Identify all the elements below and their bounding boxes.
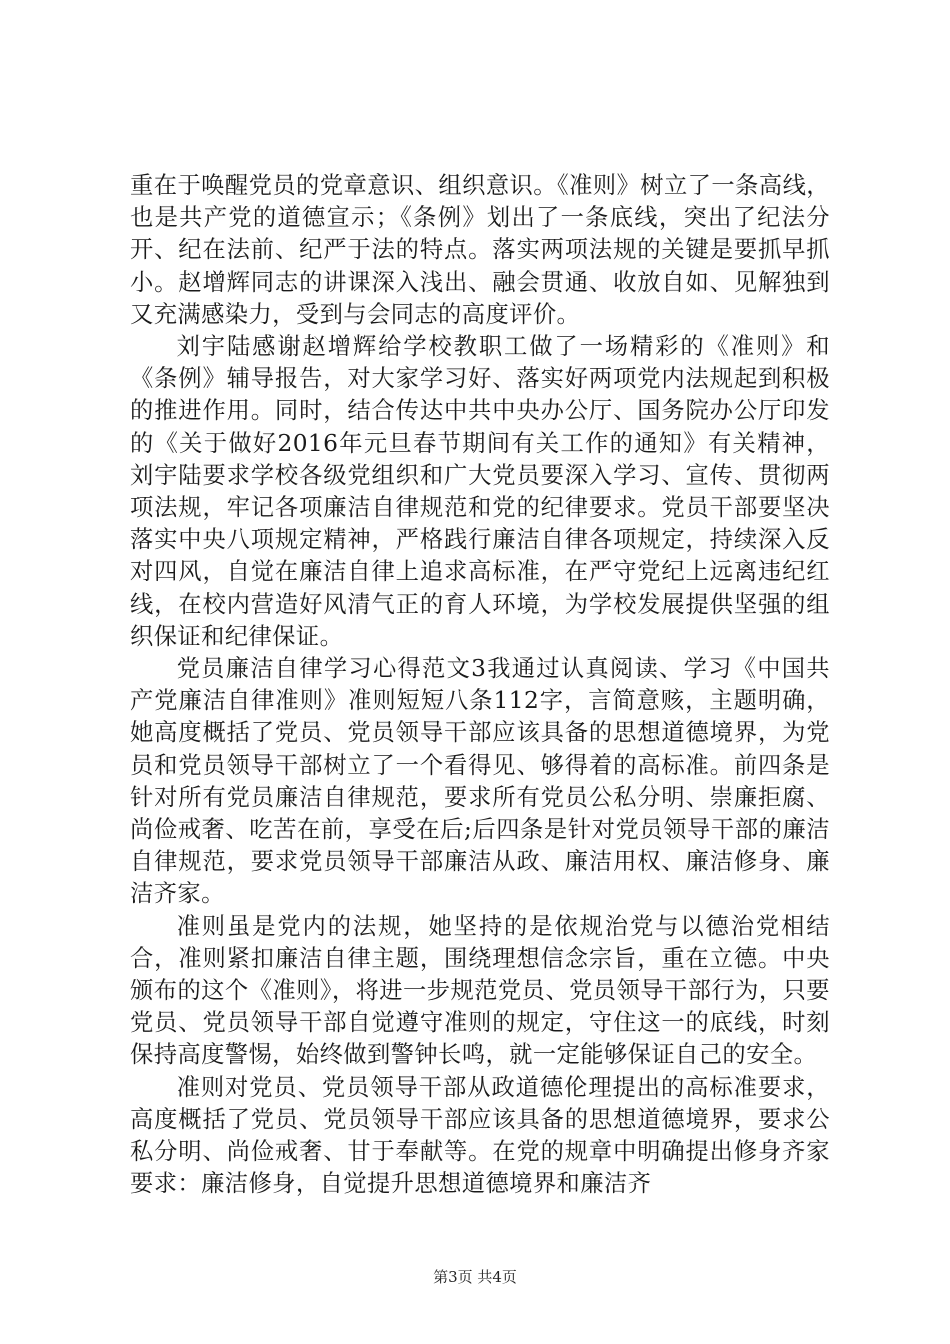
page-footer: 第3页 共4页 — [433, 1268, 517, 1286]
paragraph-2: 刘宇陆感谢赵增辉给学校教职工做了一场精彩的《准则》和《条例》辅导报告，对大家学习好、落实好两项党内法规起到积极的推进作用。同时，结合传达中共中央办公厅、国务院办公厅印发的《关于做好2016年元旦春节期间有关工作的通知》有关精神，刘宇陆要求学校各级党组织和广大党员要深入学习、宣传、贯彻两项法规，牢记各项廉洁自律规范和党的纪律要求。党员干部要坚决落实中央八项规定精神，严格践行廉洁自律各项规定，持续深入反对四风，自觉在廉洁自律上追求高标准，在严守党纪上远离违纪红线，在校内营造好风清气正的育人环境，为学校发展提供坚强的组织保证和纪律保证。 — [130, 333, 830, 650]
paragraph-3: 党员廉洁自律学习心得范文3我通过认真阅读、学习《中国共产党廉洁自律准则》准则短短八条112字，言简意赅，主题明确，她高度概括了党员、党员领导干部应该具备的思想道德境界，为党员和党员领导干部树立了一个看得见、够得着的高标准。前四条是针对所有党员廉洁自律规范，要求所有党员公私分明、崇廉拒腐、尚俭戒奢、吃苦在前，享受在后;后四条是针对党员领导干部的廉洁自律规范，要求党员领导干部廉洁从政、廉洁用权、廉洁修身、廉洁齐家。 — [130, 655, 830, 908]
paragraph-1: 重在于唤醒党员的党章意识、组织意识。《准则》树立了一条高线，也是共产党的道德宣示；《条例》划出了一条底线，突出了纪法分开、纪在法前、纪严于法的特点。落实两项法规的关键是要抓早抓小。赵增辉同志的讲课深入浅出、融会贯通、收放自如、见解独到又充满感染力，受到与会同志的高度评价。 — [130, 172, 830, 328]
document-body — [130, 170, 830, 1201]
paragraph-4: 准则虽是党内的法规，她坚持的是依规治党与以德治党相结合，准则紧扣廉洁自律主题，围绕理想信念宗旨，重在立德。中央颁布的这个《准则》，将进一步规范党员、党员领导干部行为，只要党员、党员领导干部自觉遵守准则的规定，守住这一的底线，时刻保持高度警惕，始终做到警钟长鸣，就一定能够保证自己的安全。 — [130, 912, 830, 1069]
paragraph-5: 准则对党员、党员领导干部从政道德伦理提出的高标准要求，高度概括了党员、党员领导干部应该具备的思想道德境界，要求公私分明、尚俭戒奢、甘于奉献等。在党的规章中明确提出修身齐家要求：廉洁修身，自觉提升思想道德境界和廉洁齐 — [130, 1073, 830, 1198]
